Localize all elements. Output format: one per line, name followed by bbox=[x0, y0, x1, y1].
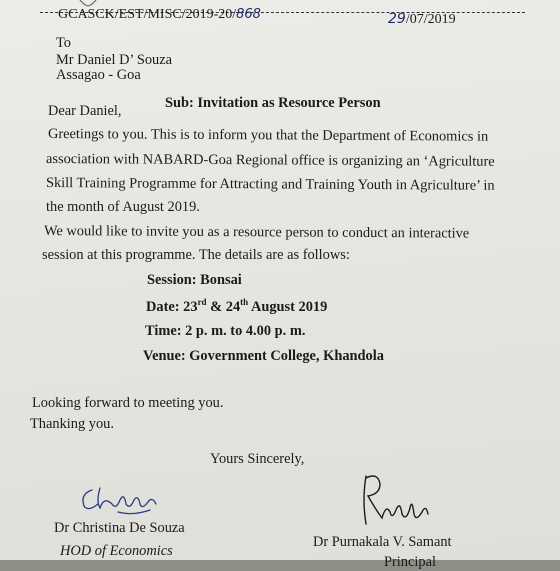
recipient-place: Assagao - Goa bbox=[56, 67, 141, 83]
reference-number: GCASCK/EST/MISC/2019-20/868 bbox=[58, 7, 261, 22]
subject-line: Sub: Invitation as Resource Person bbox=[165, 95, 381, 111]
closing-line-2: Thanking you. bbox=[30, 416, 114, 432]
date-detail: Date: 23rd & 24th August 2019 bbox=[146, 297, 328, 315]
paragraph-2-line-1: We would like to invite you as a resource person to conduct an interactive bbox=[43, 223, 470, 242]
yours-sincerely: Yours Sincerely, bbox=[210, 451, 305, 467]
paragraph-2-line-2: session at this programme. The details are as follows: bbox=[42, 247, 350, 263]
salutation: Dear Daniel, bbox=[48, 103, 122, 119]
signature-principal bbox=[352, 470, 442, 530]
signatory-2-title: Principal bbox=[384, 554, 436, 570]
paragraph-1-line-2: association with NABARD-Goa Regional office is organizing an ‘Agriculture bbox=[45, 151, 495, 170]
closing-line-1: Looking forward to meeting you. bbox=[32, 395, 224, 411]
signature-hod bbox=[78, 482, 168, 516]
paragraph-1-line-3: Skill Training Programme for Attracting and Training Youth in Agriculture’ in bbox=[45, 175, 495, 194]
handwritten-date-day: 29 bbox=[388, 11, 406, 27]
recipient-name: Mr Daniel D’ Souza bbox=[56, 52, 173, 68]
signatory-1-title: HOD of Economics bbox=[60, 543, 173, 559]
handwritten-ref-number: 868 bbox=[236, 7, 261, 22]
to-label: To bbox=[56, 35, 71, 51]
paragraph-1-line-4: the month of August 2019. bbox=[46, 199, 200, 215]
paragraph-1-line-1: Greetings to you. This is to inform you that the Department of Economics in bbox=[47, 126, 489, 145]
signatory-1-name: Dr Christina De Souza bbox=[54, 520, 185, 536]
venue-detail: Venue: Government College, Khandola bbox=[143, 348, 384, 364]
session-detail: Session: Bonsai bbox=[147, 272, 242, 288]
signatory-2-name: Dr Purnakala V. Samant bbox=[313, 534, 452, 550]
letter-date: 29/07/2019 bbox=[388, 11, 456, 27]
time-detail: Time: 2 p. m. to 4.00 p. m. bbox=[145, 323, 306, 339]
